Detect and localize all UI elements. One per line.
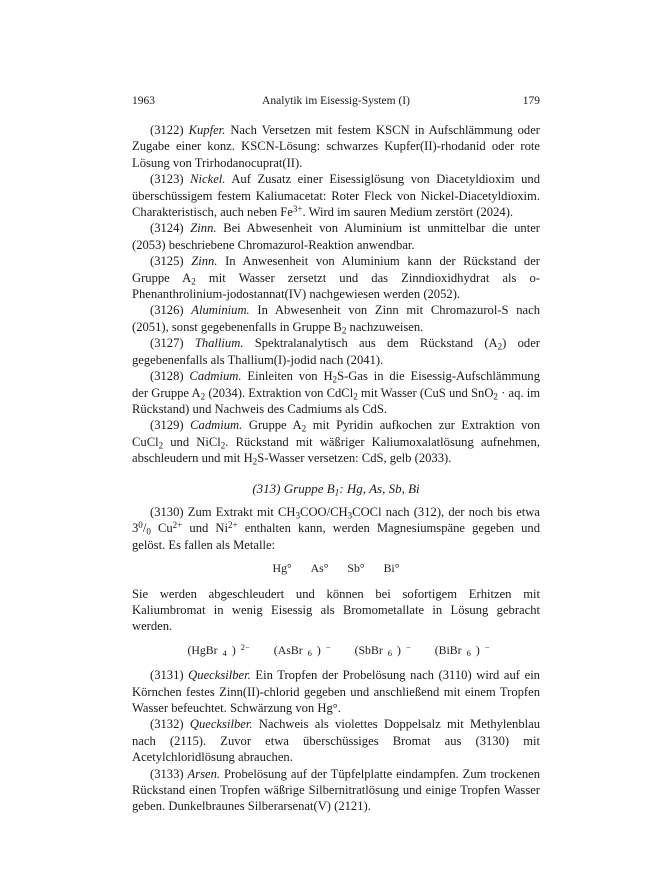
header-title: Analytik im Eisessig-System (I) [262,95,410,107]
paragraph-3122: (3122) Kupfer. Nach Versetzen mit festem KSCN in Aufschlämmung oder Zugabe einer konz. KSCN-Lösung: schwarzes Kupfer(II)-rhodanid oder rote Lösung von Trirhodanocuprat(II). [132,123,540,170]
paragraph-3133: (3133) Arsen. Probelösung auf der Tüpfelplatte eindampfen. Zum trockenen Rückstand einen Tropfen wäßrige Silbernitratlösung und einige Tropfen Wasser geben. Dunkelbraunes Silberarsenat(V) (2121). [132,766,540,814]
metal-item: Sb° [347,561,365,576]
section-heading: (313) Gruppe $B_1$: Hg, As, Sb, Bi [252,480,420,498]
paragraph-3125: (3125) Zinn. In Anwesenheit von Aluminium kann der Rückstand der Gruppe $A_2$ mit Wasser zersetzt und das Zinndioxidhydrat als o-Phenanthrolinium-jodostannat(IV) nachgewiesen werden (2052). [132,254,540,302]
bromo-item: (HgBr $_4$ ) $^{2-}$ [187,641,250,658]
paragraph-3128: (3128) Cadmium. Einleiten von $H_2S$-Gas in die Eisessig-Aufschlämmung der Gruppe $A_2$ (2034). Extraktion von CdCl$_2$ mit Wasser (CuS und SnO$_2$ · aq. im Rückstand) und Nachweis des Cadmiums als CdS. [132,369,540,416]
paragraph-3130-continued: Sie werden abgeschleudert und können bei sofortigem Erhitzen mit Kaliumbromat in wenig Eisessig als Bromometallate in Lösung gebracht werden. [132,586,540,634]
metal-item: Hg° [272,561,292,576]
paragraph-3123: (3123) Nickel. Auf Zusatz einer Eisessiglösung von Diacetyldioxim und überschüssigem festem Kaliumacetat: Roter Fleck von Nickel-Diacetyldioxim. Charakteristisch, auch neben $Fe^{3+}$. Wird im sauren Medium zerstört (2024). [132,172,540,220]
paragraph-3127: (3127) Thallium. Spektralanalytisch aus dem Rückstand $(A_2)$ oder gegebenenfalls als Thallium(I)-jodid nach (2041). [132,336,540,367]
metal-item: As° [310,561,329,576]
bromo-item: (AsBr $_6$ ) − [273,641,331,658]
paragraph-3129: (3129) Cadmium. Gruppe $A_2$ mit Pyridin aufkochen zur Extraktion von CuCl$_2$ und NiCl$_2$. Rückstand mit wäßriger Kaliumoxalatlösung aufnehmen, abschleudern und mit $H_2S$-Wasser versetzen: CdS, gelb (2033). [132,418,541,467]
page-body [132,122,540,815]
bromo-item: (BiBr $_6$ ) − [434,641,490,658]
metal-item: Bi° [383,561,400,576]
paragraph-3126: (3126) Aluminium. In Abwesenheit von Zinn mit Chromazurol-S nach (2051), sonst gegebenenfalls in Gruppe $B_2$ nachzuweisen. [132,303,540,336]
paragraph-3132: (3132) Quecksilber. Nachweis als violettes Doppelsalz mit Methylenblau nach (2115). Zuvor etwa überschüssiges Bromat aus (3130) mit Acetylchloridlösung abrauchen. [132,717,540,765]
paragraph-3124: (3124) Zinn. Bei Abwesenheit von Aluminium ist unmittelbar die unter (2053) beschriebene Chromazurol-Reaktion anwendbar. [132,221,540,252]
bromometallate-formula [132,642,540,658]
metals-formula [132,560,540,576]
header-year: 1963 [132,95,155,107]
paragraph-3130: (3130) Zum Extrakt mit $CH_3COO/CH_3COCl$ nach (312), der noch bis etwa $3^0/_0$ $Cu^{2+}$ und $Ni^{2+}$ enthalten kann, werden Magnesiumspäne gegeben und gelöst. Es fallen als Metalle: [132,504,540,552]
bromo-item: (SbBr $_6$ ) − [354,641,411,658]
page-number: 179 [522,95,540,107]
paragraph-3131: (3131) Quecksilber. Ein Tropfen der Probelösung nach (3110) wird auf ein Körnchen festes Zinn(II)-chlorid gegeben und anschließend mit einem Tropfen Wasser befeuchtet. Schwärzung von Hg°. [132,668,540,715]
